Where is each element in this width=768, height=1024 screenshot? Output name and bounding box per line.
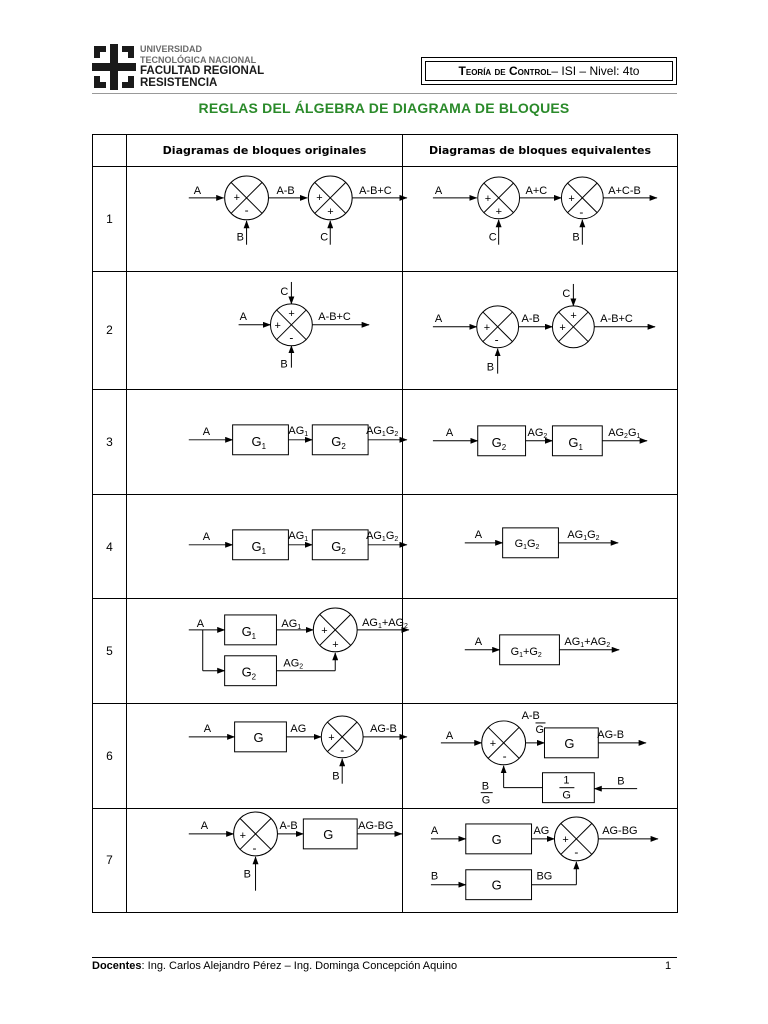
- table-row: [93, 271, 678, 390]
- diagram-svg: [403, 599, 677, 703]
- sign-minus: -: [579, 204, 584, 219]
- utn-logo-icon: [92, 44, 136, 90]
- label-c: C: [320, 231, 329, 244]
- sign-minus: -: [502, 748, 507, 763]
- diagram-equivalent-3: [403, 390, 678, 495]
- label-a: A: [203, 722, 212, 735]
- label-ag-minus-bg: AG-BG: [602, 824, 638, 837]
- diagram-svg: [403, 390, 677, 494]
- sign-minus: -: [574, 844, 579, 859]
- label-ag2: AG2: [527, 426, 548, 440]
- table-row: [93, 599, 678, 704]
- diagram-original-2: [127, 271, 403, 390]
- label-a: A: [430, 824, 439, 837]
- logo-line-4: RESISTENCIA: [140, 77, 218, 89]
- label-a: A: [474, 528, 483, 541]
- label-b: B: [430, 870, 439, 883]
- row-number: 2: [93, 271, 127, 390]
- diagram-svg: [403, 704, 677, 808]
- label-a: A: [445, 729, 454, 742]
- sign-minus: -: [252, 840, 257, 855]
- sign-plus: +: [233, 191, 241, 204]
- course-box: [421, 57, 677, 85]
- block-g2-label: $G_2$: [241, 665, 257, 683]
- block-g1g2-label: G1G2: [514, 537, 540, 551]
- diagram-svg: [127, 599, 408, 703]
- label-a: A: [445, 426, 454, 439]
- label-a-minus-b: A-B: [276, 184, 295, 197]
- label-a-minus-b-plus-c: A-B+C: [600, 312, 633, 325]
- logo-line-2: TECNOLÓGICA NACIONAL: [140, 54, 257, 65]
- logo-line-3: FACULTAD REGIONAL: [140, 65, 265, 77]
- sign-plus: +: [288, 307, 295, 320]
- sign-plus: +: [562, 833, 569, 846]
- label-ag1g2: AG1G2: [366, 529, 399, 543]
- footer: [92, 960, 457, 972]
- label-b: B: [236, 231, 244, 244]
- sign-plus: +: [327, 205, 334, 218]
- sign-plus: +: [332, 639, 339, 652]
- sign-plus: +: [274, 319, 281, 332]
- label-ag1: AG1: [288, 529, 309, 543]
- footer-rule: [92, 957, 677, 958]
- diagram-original-4: [127, 494, 403, 599]
- sign-plus: +: [484, 192, 492, 205]
- sign-plus: +: [495, 205, 503, 218]
- label-a: A: [434, 312, 443, 325]
- label-ag2: AG2: [283, 658, 304, 672]
- label-a: A: [196, 618, 205, 631]
- diagram-svg: [127, 495, 402, 599]
- label-a-plus-c-minus-b: A+C-B: [608, 184, 641, 197]
- diagram-equivalent-7: [403, 808, 678, 913]
- label-b-numerator: B: [481, 780, 490, 793]
- diagram-svg: [403, 167, 677, 271]
- footer-names: : Ing. Carlos Alejandro Pérez – Ing. Dominga Concepción Aquino: [141, 960, 458, 972]
- logo-line-1: UNIVERSIDAD: [140, 44, 203, 54]
- label-a: A: [474, 636, 483, 649]
- table-row: [93, 704, 678, 809]
- label-ag-minus-b: AG-B: [597, 728, 625, 741]
- row-number: 4: [93, 494, 127, 599]
- table-row: [93, 167, 678, 272]
- sign-plus: +: [559, 321, 566, 334]
- sign-plus: +: [570, 309, 577, 322]
- label-ag-minus-bg: AG-BG: [358, 819, 394, 832]
- block-g-label: G: [491, 877, 502, 893]
- label-c: C: [562, 287, 571, 300]
- sign-minus: -: [289, 330, 294, 345]
- block-g-label: G: [491, 831, 502, 847]
- row-number: 3: [93, 390, 127, 495]
- row-number: 1: [93, 167, 127, 272]
- row-number: 6: [93, 704, 127, 809]
- sign-plus: +: [321, 625, 328, 638]
- label-b: B: [617, 775, 625, 788]
- diagram-original-6: [127, 704, 403, 809]
- label-ag: AG: [290, 722, 307, 735]
- block-g1-label: $G_1$: [251, 433, 267, 451]
- block-g-label: G: [564, 735, 575, 751]
- label-c: C: [488, 231, 497, 244]
- block-one-over-g-den: G: [562, 789, 571, 802]
- course-suffix: – ISI – Nivel: 4to: [551, 64, 640, 78]
- course-name: Teoría de Control: [458, 64, 552, 78]
- block-g1-label: $G_1$: [241, 624, 257, 642]
- diagram-svg: [127, 809, 402, 913]
- label-ag1-plus-ag2: AG1+AG2: [362, 617, 408, 631]
- diagram-equivalent-6: [403, 704, 678, 809]
- label-b: B: [572, 231, 580, 244]
- header-equivalent: Diagramas de bloques equivalentes: [403, 135, 678, 167]
- diagram-equivalent-2: [403, 271, 678, 390]
- diagram-equivalent-5: [403, 599, 678, 704]
- university-logo: [92, 44, 272, 92]
- label-b: B: [332, 770, 340, 783]
- block-g-label: G: [253, 729, 264, 745]
- table-row: [93, 808, 678, 913]
- diagram-svg: [403, 272, 677, 390]
- label-a-minus-b: A-B: [279, 819, 298, 832]
- label-a: A: [200, 819, 209, 832]
- label-a: A: [239, 310, 247, 323]
- row-number: 5: [93, 599, 127, 704]
- label-a: A: [202, 426, 211, 439]
- diagram-original-5: [127, 599, 408, 704]
- diagram-svg: [127, 167, 402, 271]
- block-g2-label: $G_2$: [491, 434, 507, 452]
- block-one-over-g-num: 1: [563, 774, 570, 787]
- label-a-minus-b: A-B: [521, 709, 540, 722]
- sign-plus: +: [316, 191, 323, 204]
- table-row: [93, 390, 678, 495]
- label-c: C: [280, 285, 289, 298]
- label-ag: AG: [533, 824, 550, 837]
- label-ag-minus-b: AG-B: [370, 722, 397, 735]
- row-number: 7: [93, 808, 127, 913]
- label-a-minus-b: A-B: [521, 312, 540, 325]
- label-a-minus-b-plus-c: A-B+C: [318, 310, 351, 323]
- label-bg: BG: [536, 870, 553, 883]
- label-ag1g2: AG1G2: [366, 425, 399, 438]
- footer-label: Docentes: [92, 960, 142, 972]
- sign-plus: +: [328, 731, 335, 744]
- block-g-label: G: [323, 826, 334, 842]
- diagram-svg: [127, 390, 402, 494]
- sign-plus: +: [483, 321, 491, 334]
- sign-plus: +: [568, 192, 575, 205]
- block-g2-label: $G_2$: [331, 538, 346, 556]
- block-g1-plus-g2-label: G1+G2: [510, 646, 542, 660]
- diagram-original-3: [127, 390, 403, 495]
- label-g-denominator: G: [535, 723, 545, 736]
- table-row: [93, 494, 678, 599]
- diagram-equivalent-4: [403, 494, 678, 599]
- table-header-row: [93, 135, 678, 167]
- diagram-original-7: [127, 808, 403, 913]
- diagram-svg: [127, 704, 402, 808]
- label-b: B: [280, 358, 288, 371]
- header-rule: [92, 93, 677, 94]
- header-original: Diagramas de bloques originales: [127, 135, 403, 167]
- diagram-svg: [127, 272, 402, 390]
- label-b: B: [486, 361, 494, 374]
- sign-minus: -: [340, 742, 345, 757]
- label-ag1: AG1: [288, 425, 309, 438]
- diagram-svg: [403, 809, 677, 913]
- label-g-denominator: G: [481, 794, 491, 807]
- label-a: A: [193, 184, 202, 197]
- label-b: B: [243, 868, 251, 881]
- header-number: [93, 135, 127, 167]
- page-number: 1: [665, 960, 672, 972]
- label-a: A: [202, 530, 211, 543]
- diagram-original-1: [127, 167, 403, 272]
- label-ag1-plus-ag2: AG1+AG2: [564, 636, 611, 650]
- sign-minus: -: [244, 202, 249, 217]
- block-g1-label: $G_1$: [251, 538, 267, 556]
- diagram-equivalent-1: [403, 167, 678, 272]
- label-ag1: AG1: [281, 618, 302, 632]
- page-title: REGLAS DEL ÁLGEBRA DE DIAGRAMA DE BLOQUES: [198, 100, 570, 116]
- label-a: A: [434, 184, 443, 197]
- label-a-minus-b-plus-c: A-B+C: [359, 184, 392, 197]
- sign-minus: -: [494, 332, 499, 347]
- diagram-svg: [403, 495, 677, 599]
- label-a-plus-c: A+C: [525, 184, 548, 197]
- sign-plus: +: [239, 829, 246, 842]
- label-ag2g1: AG2G1: [608, 426, 641, 440]
- block-g2-label: $G_2$: [331, 433, 346, 451]
- rules-table: [92, 134, 678, 913]
- sign-plus: +: [489, 737, 497, 750]
- block-g1-label: $G_1$: [568, 434, 583, 452]
- label-ag1g2: AG1G2: [567, 528, 600, 542]
